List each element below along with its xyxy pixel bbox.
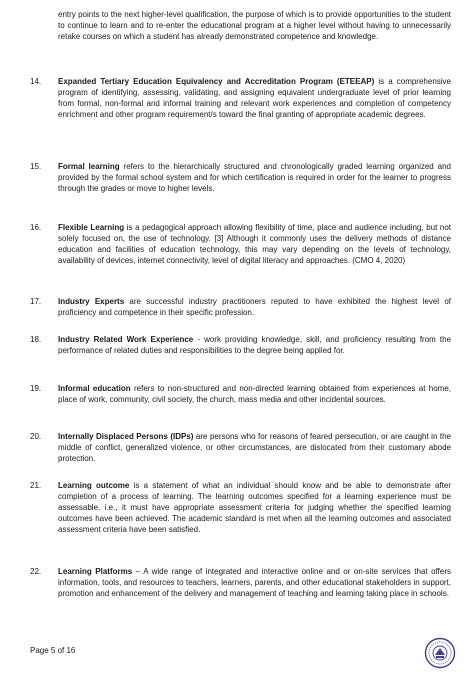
entry-number: 18. [30,335,42,344]
entry-text: are successful industry practitioners reputed to have exhibited the highest level of proficiency and competence in their specific profession. [58,297,451,317]
entry-number: 20. [30,432,42,441]
entry-body [58,296,451,318]
entry-body [58,566,451,599]
entry-text: is a pedagogical approach allowing flexibility of time, place and audience including, but not solely focused on, the use of technology. [3] Although it commonly uses the delivery methods of distance education and facilities of education technology, this may vary depending on the levels of technology, availability of devices, internet connectivity, level of digital literacy and approaches. (CMO 4, 2020) [58,223,452,265]
entry-number: 22. [30,567,42,576]
entry-number: 14. [30,77,42,86]
entry-text: is a statement of what an individual should know and be able to demonstrate after completion of a process of learning. The learning outcomes specified for a learning experience must be assessable, i.e., it must have appropriate assessment criteria for judging whether the specified learning outcomes have been achieved. The academic standard is met when all the learning outcomes and associated assessment criteria have been satisfied. [58,481,452,534]
entry-body [58,480,451,535]
entry-term: Expanded Tertiary Education Equivalency and Accreditation Program (ETEEAP) [58,77,375,86]
entry-term: Formal learning [58,162,120,171]
entry-term: Informal education [58,384,131,393]
entry-term: Internally Displaced Persons (IDPs) [58,432,194,441]
entry-number: 15. [30,162,42,171]
entry-text: refers to non-structured and non-directed learning obtained from experiences at home, place of work, community, civil society, the church, mass media and other incidental sources. [58,384,451,404]
entry-term: Industry Experts [58,297,125,306]
entry-term: Flexible Learning [58,223,125,232]
page-number: Page 5 of 16 [30,646,76,655]
entry-text: – A wide range of integrated and interactive online and or on-site services that offers information, tools, and resources to teachers, learners, parents, and other educational stakeholders in support, promotion and enhancement of the delivery and management of teaching and learning taking place in schools. [58,567,451,598]
entry-term: Industry Related Work Experience [58,335,194,344]
entry-body [58,161,451,194]
entry-body [58,334,451,356]
entry-number: 17. [30,297,42,306]
entry-text: refers to the hierarchically structured and chronologically graded learning organized and provided by the formal school system and for which certification is required in order for the learner to progress through the grades or move to higher levels. [58,162,451,193]
entry-number: 21. [30,481,42,490]
entry-text: are persons who for reasons of feared persecution, or are caught in the middle of conflict, generalized violence, or other circumstances, are dislocated from their customary abode protection. [58,432,451,463]
entry-number: 16. [30,223,42,232]
entry-body [58,76,451,120]
intro-paragraph: entry points to the next higher-level qualification, the purpose of which is to provide opportunities to the student to continue to learn and to re-enter the educational program at a higher level without having to unnecessarily retake courses on which a student has already demonstrated competence and knowledge. [58,10,451,41]
entry-term: Learning outcome [58,481,130,490]
entry-term: Learning Platforms [58,567,133,576]
entry-body [58,222,451,266]
entry-number: 19. [30,384,42,393]
entry-body [58,431,451,464]
entry-text: - work providing knowledge, skill, and proficiency resulting from the performance of related duties and responsibilities to the degree being applied for. [58,335,452,355]
entry-body [58,383,451,405]
entry-text: is a comprehensive program of identifying, assessing, validating, and assigning equivalent undergraduate level of prior learning from formal, non-formal and informal training and relevant work experiences and completion of competency enrichment and other program requirement/s toward the final granting of appropriate academic degrees. [58,77,451,119]
seal-logo-icon [424,637,456,669]
